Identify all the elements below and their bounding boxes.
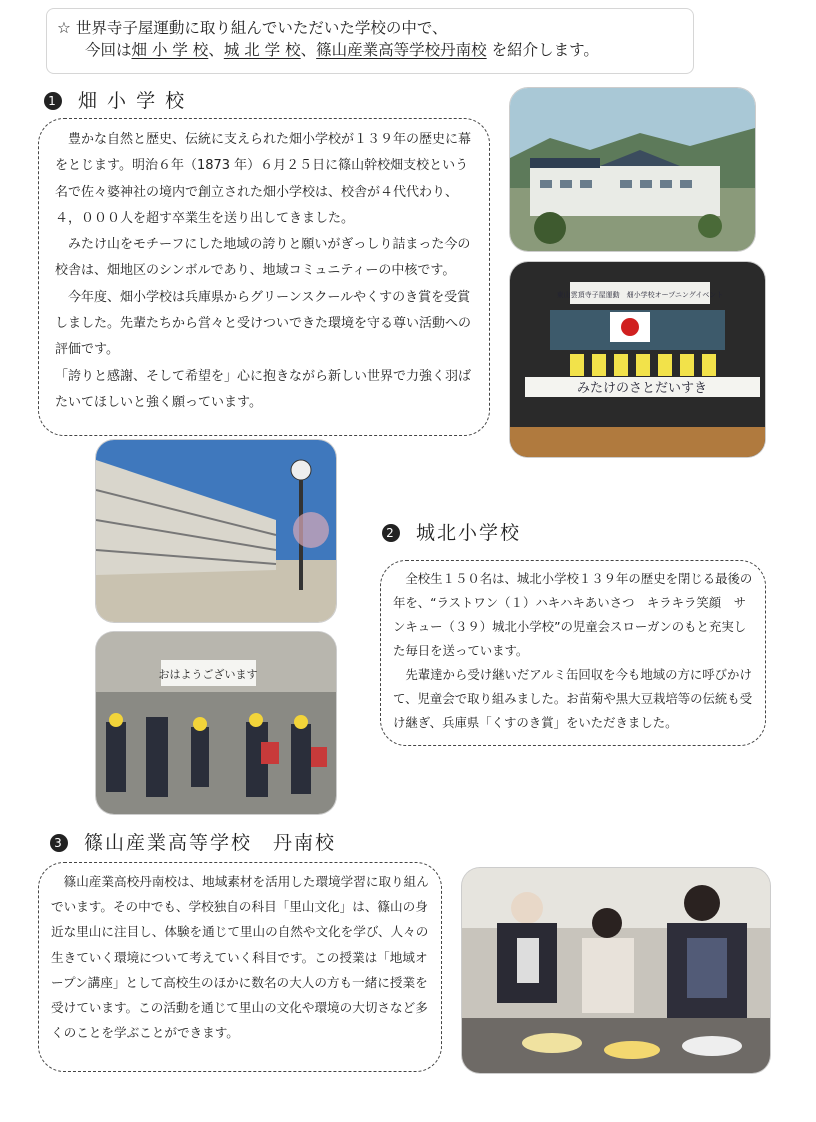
section-number: 1 [44, 92, 62, 110]
paragraph: 先輩達から受け継いだアルミ缶回収を今も地域の方に呼びかけて、児童会で取り組みました。お苗菊や黒大豆栽培等の伝統も受け継ぎ、兵庫県「くすのき賞」をいただきました。 [393, 667, 753, 730]
intro-line-2 [57, 39, 683, 61]
children-banner-text: みたけのさとだいすき [576, 381, 708, 396]
intro-school-sasayama: 篠山産業高等学校丹南校 [316, 41, 487, 59]
intro-school-hata: 畑 小 学 校 [131, 41, 209, 59]
section-3-text-box [38, 862, 442, 1072]
intro-sep: 、 [208, 41, 224, 59]
paragraph: 全校生１５０名は、城北小学校１３９年の歴史を閉じる最後の年を、“ラストワン（１）ハキハキあいさつ キラキラ笑顔 サンキュー（３９）城北小学校”の児童会スローガンのもと充実した毎日を送っています。 [393, 571, 753, 658]
event-banner-text: 東山雲頂寺子屋運動 畑小学校オープニングイベント [556, 291, 724, 299]
paragraph: 篠山産業高校丹南校は、地域素材を活用した環境学習に取り組んでいます。その中でも、学校独自の科目「里山文化」は、篠山の身近な里山に注目し、体験を通じて里山の自然や文化を学び、人々の生きていく環境について考えていく科目です。この授業は「地域オープン講座」として高校生のほかに数名の大人の方も一緒に授業を受けています。この活動を通じて里山の文化や環境の大切さなど多くのことを学ぶことができます。 [51, 874, 429, 1041]
section-2-text-box [380, 560, 766, 746]
intro-school-johoku: 城 北 学 校 [223, 41, 301, 59]
intro-suffix: を紹介します。 [486, 41, 599, 59]
section-title: 畑 小 学 校 [78, 90, 187, 112]
intro-box [46, 8, 694, 74]
hata-school-building-photo [510, 88, 755, 251]
sasayama-cooking-class-photo [462, 868, 770, 1073]
intro-line-1: ☆ 世界寺子屋運動に取り組んでいただいた学校の中で、 [57, 19, 448, 37]
paragraph: 今年度、畑小学校は兵庫県からグリーンスクールやくすのき賞を受賞しました。先輩たちから営々と受けついできた環境を守る尊い活動への評価です。 [55, 289, 472, 358]
section-number: 3 [50, 834, 68, 852]
section-title: 城北小学校 [416, 522, 522, 544]
paragraph: 「誇りと感謝、そして希望を」心に抱きながら新しい世界で力強く羽ばたいてほしいと強く願っています。 [55, 368, 472, 410]
intro-sep: 、 [300, 41, 317, 59]
section-3-heading [50, 828, 336, 855]
johoku-school-building-photo [96, 440, 336, 622]
section-1-text-box [38, 118, 490, 436]
paragraph: みたけ山をモチーフにした地域の誇りと願いがぎっしり詰まった今の校舎は、畑地区のシンボルであり、地域コミュニティーの中核です。 [55, 237, 471, 279]
section-2-heading [382, 518, 521, 545]
hata-children-event-photo [510, 262, 765, 457]
section-title: 篠山産業高等学校 丹南校 [84, 832, 337, 854]
paragraph: 豊かな自然と歴史、伝統に支えられた畑小学校が１３９年の歴史に幕をとじます。明治６年（1873 年）６月２５日に篠山幹校畑支校という名で佐々婆神社の境内で創立された畑小学校は、校舎が４代代わり、４，０００人を超す卒業生を送り出してきました。 [55, 132, 472, 226]
section-number: 2 [382, 524, 400, 542]
intro-prefix: 今回は [85, 41, 132, 59]
section-1-heading [44, 86, 186, 113]
greeting-banner-text: おはようございます [158, 668, 258, 681]
johoku-greeting-photo [96, 632, 336, 814]
